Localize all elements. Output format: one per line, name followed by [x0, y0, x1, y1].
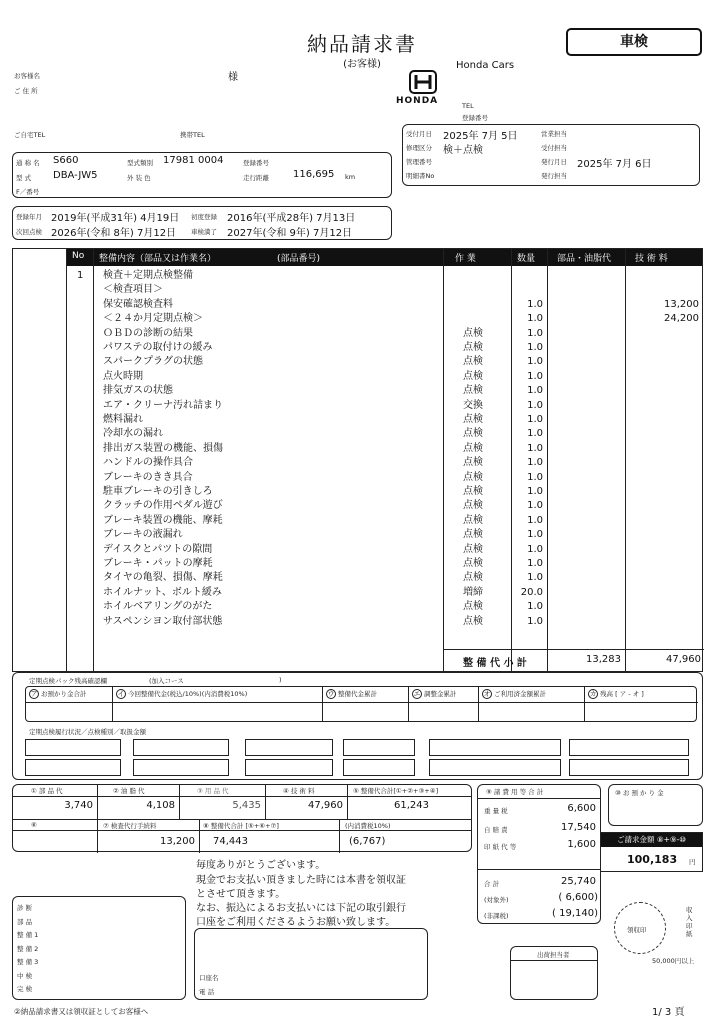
totals-div-1	[97, 785, 98, 819]
table-row	[67, 543, 702, 557]
fees-sum: 25,740	[561, 876, 596, 887]
totals-box	[12, 784, 472, 852]
table-row	[67, 283, 702, 297]
taxable: ( 6,600)	[558, 892, 598, 903]
table-row	[67, 571, 702, 585]
repair-type-label: 修理区分	[406, 144, 432, 152]
pack-column-line	[409, 702, 478, 703]
supplies-cost: 5,435	[232, 800, 261, 811]
history-cell	[343, 739, 415, 756]
message-line-2: 現金でお支払い頂きました時には本書を領収証	[196, 875, 406, 886]
header-part-no: (部品番号)	[277, 254, 321, 264]
shipper-line	[511, 960, 597, 961]
item-work: 点検	[463, 500, 483, 512]
accept-date-label: 受付月日	[406, 130, 432, 138]
inspection-expiry-label: 車検満了	[191, 228, 217, 236]
customer-suffix: 様	[228, 72, 238, 83]
vehicle-info-box	[12, 152, 392, 198]
item-work: 点検	[463, 543, 483, 555]
item-work: 点検	[463, 601, 483, 613]
item-qty: 1.0	[527, 399, 543, 411]
item-work: 点検	[463, 471, 483, 483]
oil-cost-label: ② 油 脂 代	[113, 787, 145, 795]
pack-column-label	[116, 689, 247, 699]
totals-div-6	[199, 819, 200, 853]
pack-course: (加入コース	[149, 677, 184, 685]
item-qty: 1.0	[527, 356, 543, 368]
table-row	[67, 615, 702, 629]
first-reg-label: 初度登録	[191, 213, 217, 221]
item-work: 点検	[463, 342, 483, 353]
nontax: ( 19,140)	[552, 908, 598, 919]
reception-label: 受付担当	[541, 144, 567, 152]
maintenance-total-label: ⑤ 整備代合計[①+②+③+④]	[353, 787, 439, 795]
message-line-3: とさせて頂きます。	[196, 889, 286, 900]
item-text: ホイルベアリングのがた	[103, 601, 213, 613]
pack-column-mark: オ	[483, 690, 491, 698]
item-text: ホイルナット、ボルト緩み	[103, 586, 222, 598]
item-work: 点検	[463, 370, 483, 382]
company-name: Honda Cars	[456, 60, 515, 71]
type-code: 17981 0004	[163, 155, 224, 166]
item-work: 点検	[463, 414, 483, 425]
deposit-label: ⑩ お 預 か り 金	[615, 789, 664, 797]
weight-tax-label: 重 量 税	[484, 807, 508, 815]
item-qty: 1.0	[527, 486, 543, 497]
table-row	[67, 557, 702, 571]
home-tel-label: ご自宅TEL	[14, 131, 46, 139]
grand-maintenance-label: ⑧ 整備代合計 [⑤+⑥+⑦]	[203, 822, 279, 830]
pack-column-mark: エ	[413, 690, 421, 698]
diagnosis-row-label: 整 備 1	[17, 931, 39, 939]
inspection-fee: 13,200	[160, 836, 195, 847]
table-row	[67, 471, 702, 485]
item-text: 排出ガス装置の機能、損傷	[103, 442, 223, 454]
model: DBA-JW5	[53, 170, 98, 181]
totals-div-7	[339, 819, 340, 853]
header-qty: 数量	[517, 254, 536, 264]
table-row	[67, 399, 702, 413]
pack-history-title: 定期点検履行状況／点検種別／取扱金額	[29, 728, 146, 736]
subtotal-label: 整 備 代 小 計	[463, 658, 527, 669]
message-line-4: なお、振込によるお支払いには下記の取引銀行	[196, 903, 406, 914]
reg-date-label: 登録年月	[16, 213, 42, 221]
item-labor: 24,200	[664, 313, 699, 325]
billing-unit: 円	[689, 858, 696, 866]
address-label: ご 住 所	[14, 87, 38, 95]
insurance-label: 自 賠 責	[484, 826, 508, 834]
shipper-label: 出荷担当者	[537, 951, 570, 959]
item-qty: 1.0	[527, 327, 543, 339]
item-text: 排気ガスの状態	[103, 385, 173, 397]
accept-date: 2025年 7月 5日	[443, 131, 518, 142]
table-row	[67, 413, 702, 427]
item-qty: 1.0	[527, 500, 543, 512]
message-line-5: 口座をご利用くださるようお願い致します。	[196, 917, 396, 928]
footer-note: ②納品請求書又は領収証としてお客様へ	[14, 1007, 149, 1016]
history-cell	[245, 759, 333, 776]
fees-title-line	[478, 798, 600, 799]
item-qty: 1.0	[527, 313, 543, 325]
pack-column-5	[478, 687, 584, 721]
supplies-cost-label: ③ 用 品 代	[197, 787, 229, 795]
item-qty: 1.0	[527, 442, 543, 454]
table-row	[67, 312, 702, 326]
customer-name-label: お客様名	[14, 72, 40, 80]
fees-sum-label: 合 計	[484, 880, 500, 888]
item6-label: ⑥	[31, 821, 37, 829]
item-work: 点検	[463, 442, 483, 454]
registration-dates-box	[12, 206, 392, 240]
item-qty: 1.0	[527, 601, 543, 613]
item-qty: 1.0	[527, 370, 543, 382]
labor-cost-label: ④ 技 術 料	[283, 787, 315, 795]
diagnosis-row-label: 整 備 3	[17, 958, 39, 966]
table-row	[67, 298, 702, 312]
item-text: 冷却水の漏れ	[103, 428, 163, 440]
item-text: 駐車ブレーキの引きしろ	[103, 486, 213, 497]
header-parts: 部品・油脂代	[557, 254, 612, 264]
table-left-margin	[12, 248, 66, 672]
diagnosis-row-label: 整 備 2	[17, 944, 39, 953]
history-cell	[569, 739, 689, 756]
item-work: 点検	[463, 514, 483, 526]
totals-line-3	[13, 830, 471, 831]
issue-date-label: 発行月日	[541, 158, 567, 166]
pack-column-2	[112, 687, 322, 721]
vehicle-name-label: 通 称 名	[16, 159, 40, 167]
item-qty: 1.0	[527, 471, 543, 483]
item-work: 点検	[463, 486, 483, 497]
receipt-seal-circle	[614, 902, 666, 954]
header-no: No	[72, 251, 85, 261]
items-table	[66, 248, 703, 672]
next-check: 2026年(令和 8年) 7月12日	[51, 228, 177, 239]
totals-div-4	[347, 785, 348, 819]
line-number: 1	[77, 270, 84, 281]
insurance: 17,540	[561, 822, 596, 833]
item-qty: 1.0	[527, 543, 543, 555]
inspection-stamp: 車検	[566, 28, 702, 56]
dealer-reg-label: 登録番号	[462, 114, 488, 122]
item-work: 点検	[463, 428, 483, 440]
pack-column-4	[408, 687, 478, 721]
pack-column-text: ご利用済金額累計	[494, 690, 546, 698]
header-labor: 技 術 料	[635, 254, 668, 264]
table-row	[67, 586, 702, 600]
honda-logo-icon	[400, 70, 446, 94]
pack-column-line	[585, 702, 698, 703]
diagnosis-row-label: 完 検	[17, 985, 33, 993]
pack-column-label	[412, 689, 457, 699]
weight-tax: 6,600	[567, 803, 596, 814]
stamp-fee: 1,600	[567, 839, 596, 850]
subtotal-parts: 13,283	[586, 654, 621, 665]
billing-label: ご請求金額 ⑧+⑨-⑩	[601, 833, 702, 847]
item-work: 点検	[463, 529, 483, 541]
item-text: ハンドルの操作具合	[103, 457, 193, 469]
items-table-header	[67, 249, 702, 266]
pack-column-label	[29, 689, 87, 699]
item-qty: 20.0	[520, 586, 543, 598]
table-row	[67, 355, 702, 369]
message-line-1: 毎度ありがとうございます。	[196, 860, 326, 871]
deposit-box	[608, 784, 703, 826]
pack-column-3	[322, 687, 408, 721]
history-cell	[343, 759, 415, 776]
pack-column-text: 今回整備代金(税込/10%)(内消費税10%)	[128, 690, 248, 698]
item-qty: 1.0	[527, 615, 543, 627]
history-cell	[25, 759, 121, 776]
maintenance-total: 61,243	[394, 800, 429, 811]
item-qty: 1.0	[527, 572, 543, 584]
inspection-fee-label: ⑦ 検査代行手続料	[103, 822, 157, 830]
item-work: 点検	[463, 615, 483, 627]
bank-tel-label: 電 話	[199, 988, 215, 996]
subtotal-labor: 47,960	[666, 654, 701, 665]
table-row	[67, 341, 702, 355]
item-qty: 1.0	[527, 558, 543, 569]
table-row	[67, 485, 702, 499]
fees-sum-line	[478, 869, 600, 870]
pack-columns	[25, 686, 697, 722]
vehicle-name: S660	[53, 155, 79, 166]
item-qty: 1.0	[527, 342, 543, 353]
revenue-stamp-label: 収入印紙	[686, 906, 693, 938]
labor-cost: 47,960	[308, 800, 343, 811]
item-text: サスペンシヨン取付部状態	[103, 615, 223, 627]
item-text: パワステの取付けの緩み	[103, 342, 213, 353]
item-work: 点検	[463, 327, 483, 339]
pack-column-mark: ア	[30, 690, 38, 698]
account-label: 口座名	[199, 974, 219, 982]
sales-label: 営業担当	[541, 130, 567, 138]
item-text: 燃料漏れ	[103, 414, 143, 425]
item-text: ブレーキ装置の機能、摩耗	[103, 514, 223, 526]
item-qty: 1.0	[527, 457, 543, 469]
table-row	[67, 427, 702, 441]
table-row	[67, 600, 702, 614]
pack-column-label	[588, 689, 644, 699]
table-row	[67, 370, 702, 384]
repair-type: 検＋点検	[443, 145, 483, 156]
history-cell	[429, 759, 561, 776]
fees-box	[477, 784, 601, 924]
item-text: 保安確認検査料	[103, 298, 173, 310]
table-row	[67, 528, 702, 542]
diagnosis-row-label: 部 品	[17, 917, 33, 926]
maintenance-pack-box	[12, 672, 703, 780]
item-qty: 1.0	[527, 529, 543, 541]
pack-column-mark: カ	[589, 690, 597, 698]
history-cell	[133, 739, 229, 756]
parts-cost: 3,740	[64, 800, 93, 811]
type-code-label: 型式類別	[127, 159, 153, 167]
item-work: 交換	[463, 399, 483, 411]
item-work: 点検	[463, 572, 483, 584]
mileage: 116,695	[293, 169, 335, 180]
item-labor: 13,200	[664, 298, 699, 310]
honda-brand-text: HONDA	[396, 96, 439, 106]
diagnosis-row-label: 中 検	[17, 971, 33, 980]
item-text: クラッチの作用ペダル遊び	[103, 500, 223, 512]
diagnosis-box	[12, 896, 186, 1000]
pack-column-line	[26, 702, 112, 703]
pack-column-line	[479, 702, 584, 703]
frame-label: F／番号	[16, 188, 40, 196]
tax-label: (内消費税10%)	[345, 822, 391, 830]
table-row	[67, 327, 702, 341]
item-text: ブレーキのきき具合	[103, 471, 193, 483]
mileage-label: 走行距離	[243, 174, 269, 182]
inspection-expiry: 2027年(令和 9年) 7月12日	[227, 228, 353, 239]
color-label: 外 装 色	[127, 174, 151, 182]
history-cell	[569, 759, 689, 776]
issue-date: 2025年 7月 6日	[577, 159, 652, 170]
pack-column-text: 残高 [ ア - オ ]	[600, 690, 644, 698]
grand-maintenance: 74,443	[213, 836, 248, 847]
dealer-tel-label: TEL	[462, 102, 474, 110]
item-text: ＯＢＤの診断の結果	[103, 327, 193, 339]
pack-column-line	[323, 702, 408, 703]
item-qty: 1.0	[527, 428, 543, 440]
revenue-stamp-limit: 50,000円以上	[652, 957, 695, 965]
item-qty: 1.0	[527, 414, 543, 425]
item-work: 点検	[463, 385, 483, 397]
item-text: ＜２４か月定期点検＞	[103, 313, 203, 325]
table-row	[67, 456, 702, 470]
reg-date: 2019年(平成31年) 4月19日	[51, 213, 180, 224]
pack-course-close: )	[279, 676, 282, 684]
pack-title: 定期点検パック残高確認欄	[29, 677, 107, 685]
item-text: デイスクとパツトの隙間	[103, 543, 213, 555]
page-number: 1/ 3 頁	[652, 1007, 685, 1018]
table-row	[67, 514, 702, 528]
pack-column-text: 調整金累計	[424, 690, 457, 698]
table-row	[67, 269, 702, 283]
pack-column-line	[113, 702, 322, 703]
item-qty: 1.0	[527, 385, 543, 397]
tax-amount: (6,767)	[349, 836, 386, 847]
first-reg: 2016年(平成28年) 7月13日	[227, 213, 356, 224]
pack-column-label	[326, 689, 377, 699]
subtotal-divider	[443, 649, 704, 650]
receipt-seal-label: 領収印	[627, 926, 647, 934]
manage-no-label: 管理番号	[406, 158, 432, 166]
pack-column-mark: ウ	[327, 690, 335, 698]
nontax-label: (非課税)	[484, 912, 509, 920]
stamp-fee-label: 印 紙 代 等	[484, 843, 517, 851]
history-cell	[133, 759, 229, 776]
item-text: ブレーキの液漏れ	[103, 529, 183, 541]
fees-title: ⑨ 諸 費 用 等 合 計	[486, 788, 544, 796]
diagnosis-row-label: 診 断	[17, 904, 33, 912]
totals-div-5	[97, 819, 98, 853]
shipper-box	[510, 946, 598, 1000]
totals-div-3	[265, 785, 266, 819]
item-text: ＜検査項目＞	[103, 284, 163, 296]
table-row	[67, 499, 702, 513]
item-qty: 1.0	[527, 298, 543, 310]
item-work: 点検	[463, 457, 483, 469]
totals-div-2	[179, 785, 180, 819]
billing-amount: 100,183	[627, 853, 678, 866]
table-row	[67, 442, 702, 456]
receipt-info-box	[402, 124, 700, 186]
pack-column-6	[584, 687, 698, 721]
mileage-unit: km	[345, 173, 356, 181]
model-label: 型 式	[16, 174, 32, 182]
taxable-label: (対象外)	[484, 896, 509, 904]
mobile-tel-label: 携帯TEL	[180, 131, 205, 139]
history-cell	[25, 739, 121, 756]
document-title: 納品請求書	[307, 32, 417, 56]
item-text: 点火時期	[103, 370, 143, 382]
item-text: スパークプラグの状態	[103, 356, 203, 368]
header-work: 作 業	[455, 254, 476, 264]
statement-no-label: 明細書No	[406, 172, 435, 180]
document-subtitle: (お客様)	[343, 59, 381, 70]
reg-no-label: 登録番号	[243, 159, 269, 167]
totals-line-2	[13, 819, 471, 820]
table-row	[67, 384, 702, 398]
pack-column-1	[26, 687, 112, 721]
item-text: エア・クリーナ汚れ詰まり	[103, 399, 223, 411]
pack-column-mark: イ	[117, 690, 125, 698]
item-text: タイヤの亀裂、損傷、摩耗	[103, 572, 223, 584]
item-text: 検査＋定期点検整備	[103, 270, 193, 281]
pack-column-text: お預かり金合計	[41, 690, 87, 698]
item-work: 点検	[463, 356, 483, 368]
item-qty: 1.0	[527, 514, 543, 526]
bank-box	[194, 928, 428, 1000]
history-cell	[245, 739, 333, 756]
pack-column-label	[482, 689, 546, 699]
item-work: 点検	[463, 558, 483, 569]
pack-column-text: 整備代金累計	[338, 690, 377, 698]
next-check-label: 次回点検	[16, 228, 42, 236]
item-work: 増締	[463, 586, 483, 598]
history-cell	[429, 739, 561, 756]
parts-cost-label: ① 部 品 代	[31, 787, 63, 795]
billing-box	[600, 832, 703, 872]
issuer-label: 発行担当	[541, 172, 567, 180]
header-content: 整備内容（部品又は作業名）	[99, 254, 217, 264]
oil-cost: 4,108	[146, 800, 175, 811]
item-text: ブレーキ・パットの摩耗	[103, 558, 213, 569]
totals-line-1	[13, 796, 471, 797]
